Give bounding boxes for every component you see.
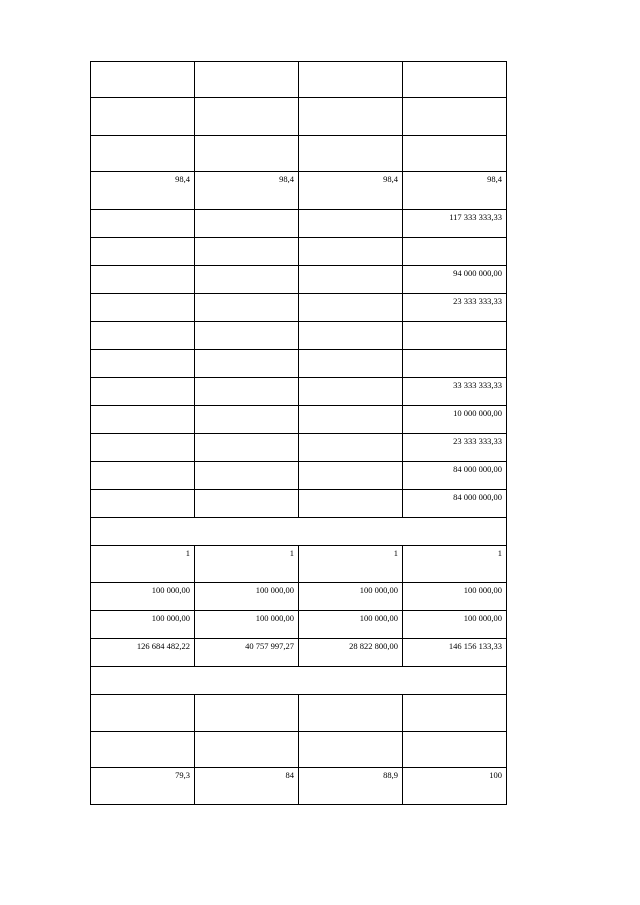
table-row: [91, 406, 507, 434]
table-cell: 84: [195, 768, 299, 805]
table-cell: 100 000,00: [403, 583, 507, 611]
table-cell: [403, 98, 507, 136]
table-row: [91, 350, 507, 378]
table-cell: [91, 98, 195, 136]
table-cell: [195, 294, 299, 322]
table-cell: 1: [299, 546, 403, 583]
table-row: [91, 62, 507, 98]
table-cell: [403, 732, 507, 768]
table-row: [91, 266, 507, 294]
table-cell: [91, 350, 195, 378]
table-cell: [403, 238, 507, 266]
table-cell: 1: [91, 546, 195, 583]
table-cell: [195, 695, 299, 732]
table-cell: [91, 732, 195, 768]
table-cell: 100 000,00: [403, 611, 507, 639]
table-cell: [91, 210, 195, 238]
table-cell: [299, 210, 403, 238]
table-row: [91, 732, 507, 768]
table-cell: 10 000 000,00: [403, 406, 507, 434]
table-cell: [91, 406, 195, 434]
table-cell: 146 156 133,33: [403, 639, 507, 667]
table-cell: 84 000 000,00: [403, 462, 507, 490]
table-cell: 100 000,00: [91, 611, 195, 639]
table-cell: [195, 322, 299, 350]
table-cell: [195, 98, 299, 136]
table-cell: [403, 350, 507, 378]
table-row: [91, 611, 507, 639]
table-row: [91, 639, 507, 667]
table-cell: 94 000 000,00: [403, 266, 507, 294]
table-cell: 23 333 333,33: [403, 294, 507, 322]
table-cell: [91, 322, 195, 350]
table-cell: 79,3: [91, 768, 195, 805]
table-cell: [403, 136, 507, 172]
table-cell: [195, 238, 299, 266]
table-cell: 98,4: [195, 172, 299, 210]
table-row: [91, 434, 507, 462]
table-cell: [403, 695, 507, 732]
table-cell: [195, 210, 299, 238]
table-cell: [299, 350, 403, 378]
table-cell: [195, 732, 299, 768]
table-cell: [91, 238, 195, 266]
table-cell: [195, 136, 299, 172]
table-cell: [195, 266, 299, 294]
table-cell: [91, 490, 195, 518]
table-cell: [91, 434, 195, 462]
table-cell: [299, 490, 403, 518]
table-cell: [299, 294, 403, 322]
table-row: [91, 546, 507, 583]
table-cell: 28 822 800,00: [299, 639, 403, 667]
table-cell: [91, 378, 195, 406]
table-row: [91, 172, 507, 210]
table-cell: [195, 378, 299, 406]
table-cell: 1: [403, 546, 507, 583]
table-cell: 40 757 997,27: [195, 639, 299, 667]
table-cell: 126 684 482,22: [91, 639, 195, 667]
table-cell: [299, 98, 403, 136]
table-cell: [299, 378, 403, 406]
section-row-cell: [91, 518, 507, 546]
table-cell: [91, 266, 195, 294]
table-cell: 100 000,00: [195, 611, 299, 639]
table-cell: 117 333 333,33: [403, 210, 507, 238]
table-cell: [91, 294, 195, 322]
table-cell: [195, 406, 299, 434]
table-row: [91, 378, 507, 406]
table-cell: [91, 136, 195, 172]
table-cell: [299, 695, 403, 732]
table-row: [91, 98, 507, 136]
table-row: [91, 322, 507, 350]
table-cell: [403, 322, 507, 350]
table-cell: 33 333 333,33: [403, 378, 507, 406]
table-cell: [299, 136, 403, 172]
data-table: [90, 61, 507, 805]
table-cell: [299, 62, 403, 98]
table-cell: [299, 406, 403, 434]
table-row: [91, 238, 507, 266]
table-cell: [299, 462, 403, 490]
table-cell: [195, 462, 299, 490]
table-cell: [91, 62, 195, 98]
table-cell: [299, 732, 403, 768]
table-row: [91, 583, 507, 611]
table-cell: 98,4: [403, 172, 507, 210]
table-row: [91, 768, 507, 805]
table-row: [91, 490, 507, 518]
table-cell: 88,9: [299, 768, 403, 805]
table-row: [91, 294, 507, 322]
table-cell: 100 000,00: [195, 583, 299, 611]
table-cell: [299, 238, 403, 266]
table-row: [91, 462, 507, 490]
table-cell: [195, 490, 299, 518]
table-cell: 100: [403, 768, 507, 805]
table-cell: [299, 434, 403, 462]
table-cell: 100 000,00: [91, 583, 195, 611]
table-cell: [195, 62, 299, 98]
section-row-cell: [91, 667, 507, 695]
table-cell: [91, 695, 195, 732]
table-cell: 100 000,00: [299, 611, 403, 639]
table-cell: 84 000 000,00: [403, 490, 507, 518]
table-cell: 23 333 333,33: [403, 434, 507, 462]
table-row: [91, 136, 507, 172]
table-cell: 1: [195, 546, 299, 583]
table-cell: [91, 462, 195, 490]
table-cell: 100 000,00: [299, 583, 403, 611]
table-row: [91, 210, 507, 238]
table-cell: [195, 350, 299, 378]
table-cell: [195, 434, 299, 462]
table-row: [91, 695, 507, 732]
table-cell: [299, 322, 403, 350]
table-cell: [403, 62, 507, 98]
table-row: [91, 667, 507, 695]
table-cell: 98,4: [91, 172, 195, 210]
table-row: [91, 518, 507, 546]
table-cell: [299, 266, 403, 294]
table-cell: 98,4: [299, 172, 403, 210]
table-body: [91, 62, 507, 805]
